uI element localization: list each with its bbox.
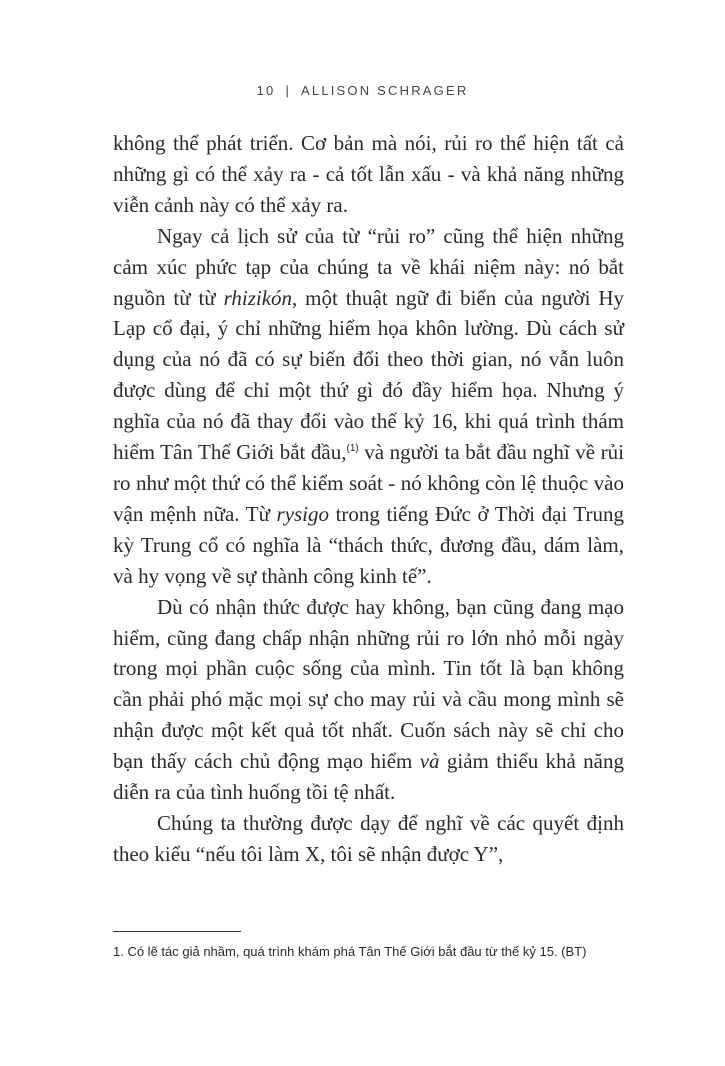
paragraph-4: Chúng ta thường được dạy để nghĩ về các quyết định theo kiểu “nếu tôi làm X, tôi sẽ nhận được Y”,	[113, 810, 624, 866]
paragraph-2-part-f: trong tiếng Đức ở Thời đại Trung kỳ Trung cổ có nghĩa là “thách thức, đương đầu, dám làm, và hy vọng về sự thành công kinh tế”.	[113, 501, 624, 588]
paragraph-3-part-c: giảm thiểu khả năng diễn ra của tình huống tồi tệ nhất.	[113, 749, 625, 805]
emphasis-va: và	[419, 749, 440, 774]
term-rysigo: rysigo	[276, 501, 330, 526]
paragraph-3	[113, 592, 624, 808]
paragraph-2	[113, 221, 624, 592]
page-number: 10	[256, 83, 276, 98]
paragraph-2-part-d: và người ta bắt đầu nghĩ về rủi ro như một thứ có thể kiểm soát - nó không còn lệ thuộc vào vận mệnh nữa. Từ	[113, 440, 624, 526]
footnote-reference: (1)	[346, 443, 359, 455]
body-text	[113, 128, 624, 870]
footnote-divider	[113, 931, 241, 932]
paragraph-2-part-a: Ngay cả lịch sử của từ “rủi ro” cũng thể hiện những cảm xúc phức tạp của chúng ta về khái niệm này: nó bắt nguồn từ từ	[113, 223, 624, 310]
author-name: ALLISON SCHRAGER	[301, 83, 469, 98]
running-header	[0, 83, 725, 98]
paragraph-2-part-c: một thuật ngữ đi biển của người Hy Lạp cổ đại, ý chỉ những hiểm họa khôn lường. Dù cách sử dụng của nó đã có sự biến đổi theo thời gian, nó vẫn luôn được dùng để chỉ một thứ gì đó đầy hiểm họa. Nhưng ý nghĩa của nó đã thay đổi vào thế kỷ 16, khi quá trình thám hiểm Tân Thế Giới bắt đầu,	[113, 285, 624, 465]
term-rhizikon: rhizikón,	[223, 285, 298, 310]
paragraph-3-part-a: Dù có nhận thức được hay không, bạn cũng đang mạo hiểm, cũng đang chấp nhận những rủi ro lớn nhỏ mỗi ngày trong mọi phần cuộc sống của mình. Tin tốt là bạn không cần phải phó mặc mọi sự cho may rủi và cầu mong mình sẽ nhận được một kết quả tốt nhất. Cuốn sách này sẽ chỉ cho bạn thấy cách chủ động mạo hiểm	[113, 594, 624, 774]
paragraph-1: không thể phát triển. Cơ bản mà nói, rủi ro thể hiện tất cả những gì có thể xảy ra - cả tốt lẫn xấu - và khả năng những viễn cảnh này có thể xảy ra.	[113, 131, 624, 217]
header-separator: |	[285, 83, 292, 98]
footnote: 1. Có lẽ tác giả nhầm, quá trình khám phá Tân Thế Giới bắt đầu từ thế kỷ 15. (BT)	[113, 944, 587, 959]
